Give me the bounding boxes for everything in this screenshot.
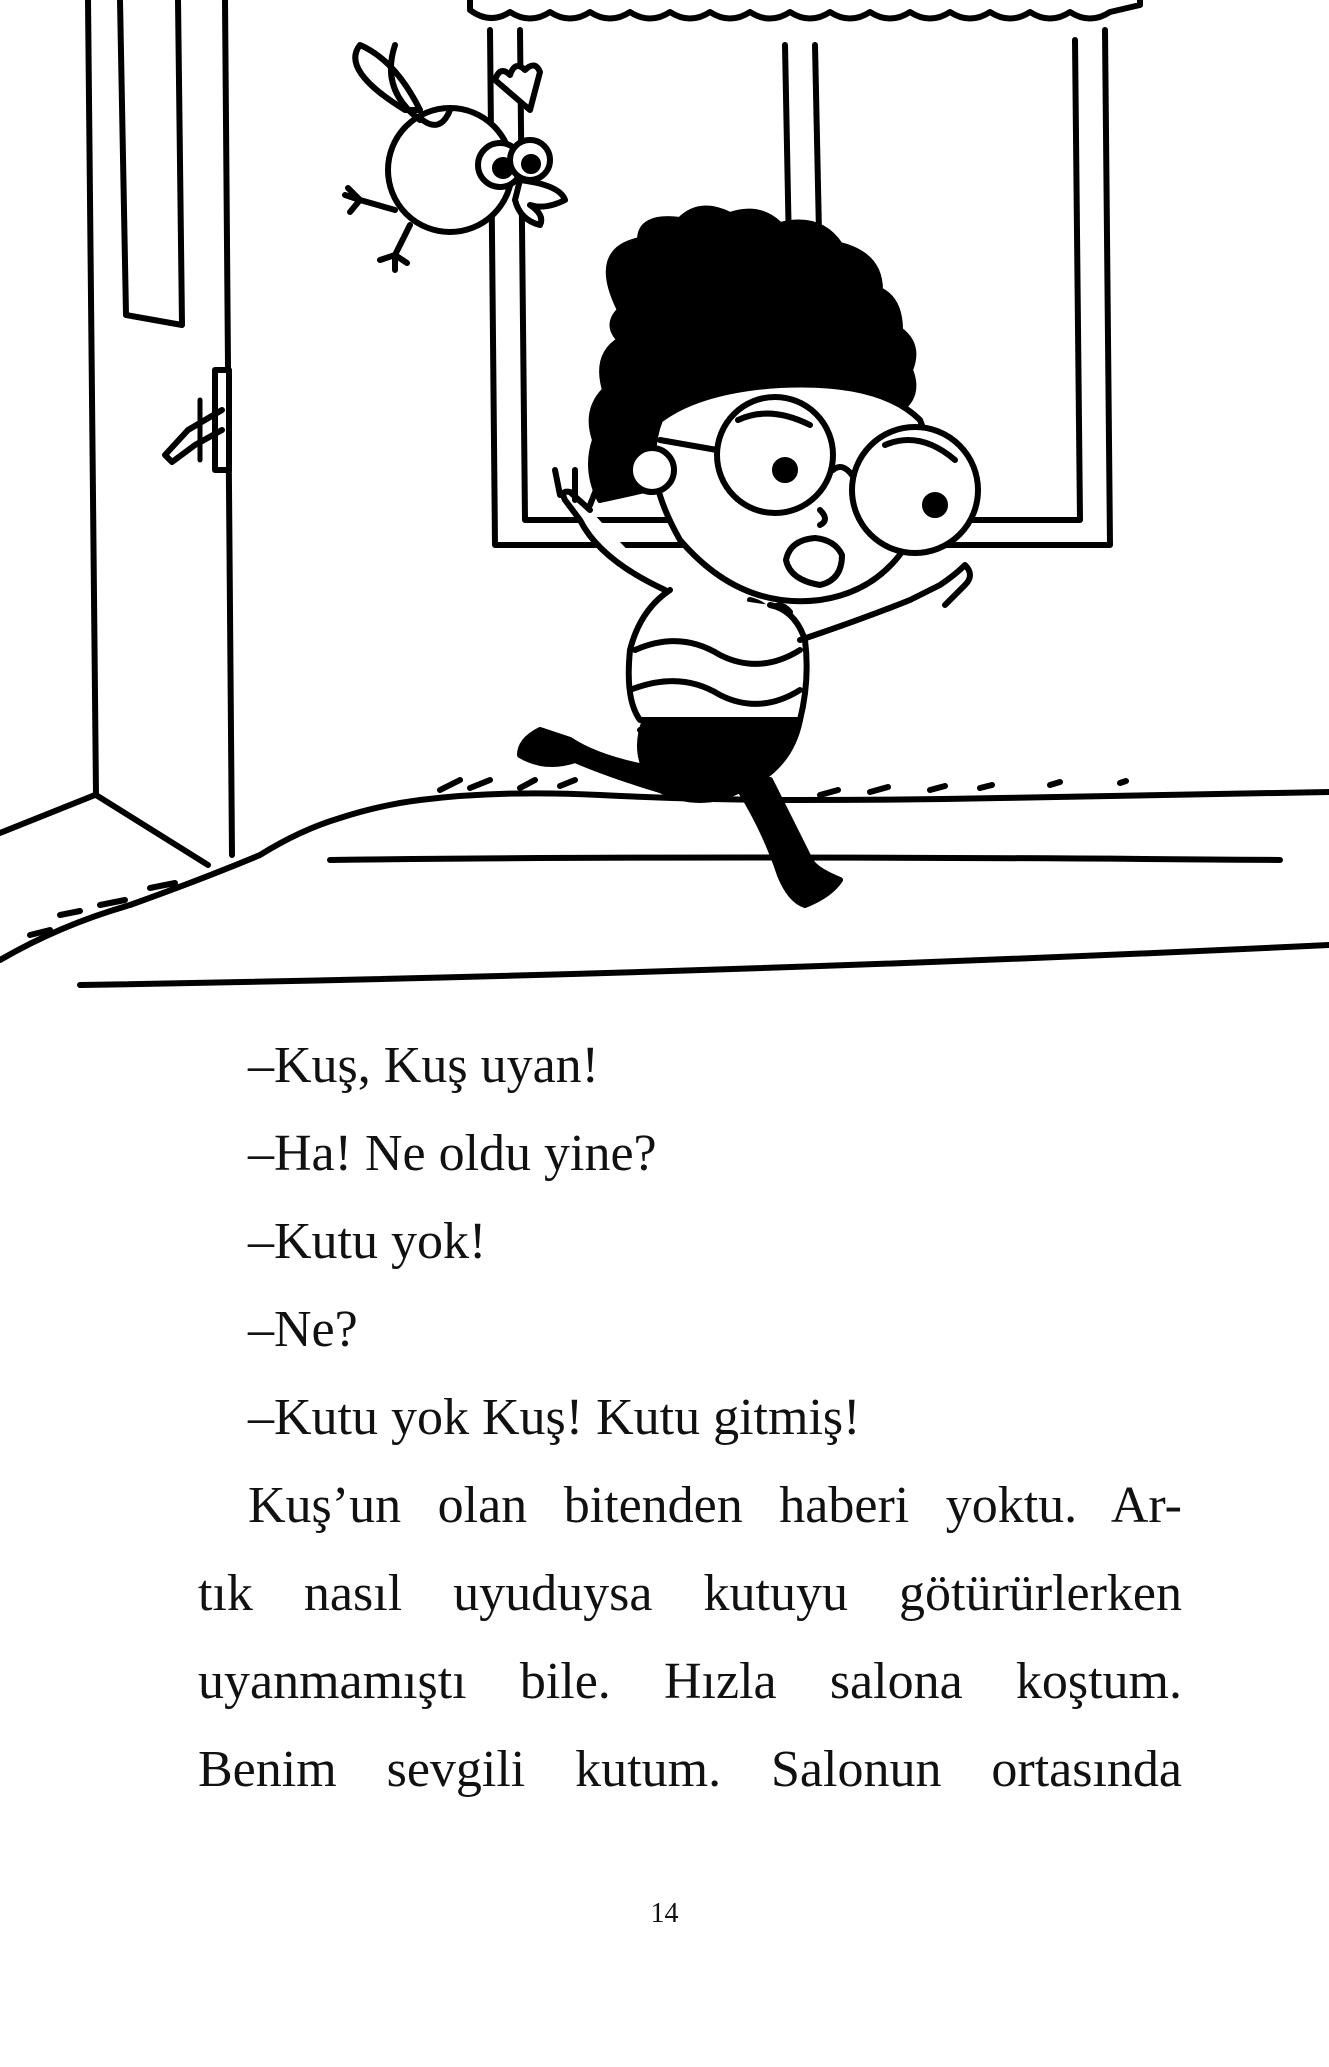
floor-edge-left xyxy=(0,795,95,833)
dialogue-line: –Kuş, Kuş uyan! xyxy=(248,1037,599,1094)
page-number: 14 xyxy=(650,1898,679,1929)
dialogue-line: –Kutu yok! xyxy=(248,1213,487,1270)
dialogue-line: –Ha! Ne oldu yine? xyxy=(248,1125,657,1182)
paragraph-line: uyanmamıştı bile. Hızla salona koştum. xyxy=(198,1653,1182,1710)
illustration-boy-running-with-bird xyxy=(0,0,1329,1000)
dialogue-line: –Kutu yok Kuş! Kutu gitmiş! xyxy=(248,1389,861,1446)
bird xyxy=(345,45,565,270)
rug xyxy=(0,780,1329,985)
paragraph-line: Benim sevgili kutum. Salonun ortasında xyxy=(198,1741,1182,1798)
paragraph-line: tık nasıl uyuduysa kutuyu götürürlerken xyxy=(198,1565,1182,1622)
dialogue-line: –Ne? xyxy=(248,1301,358,1358)
paragraph-line: Kuş’un olan bitenden haberi yoktu. Ar- xyxy=(248,1477,1182,1534)
door xyxy=(88,0,232,865)
